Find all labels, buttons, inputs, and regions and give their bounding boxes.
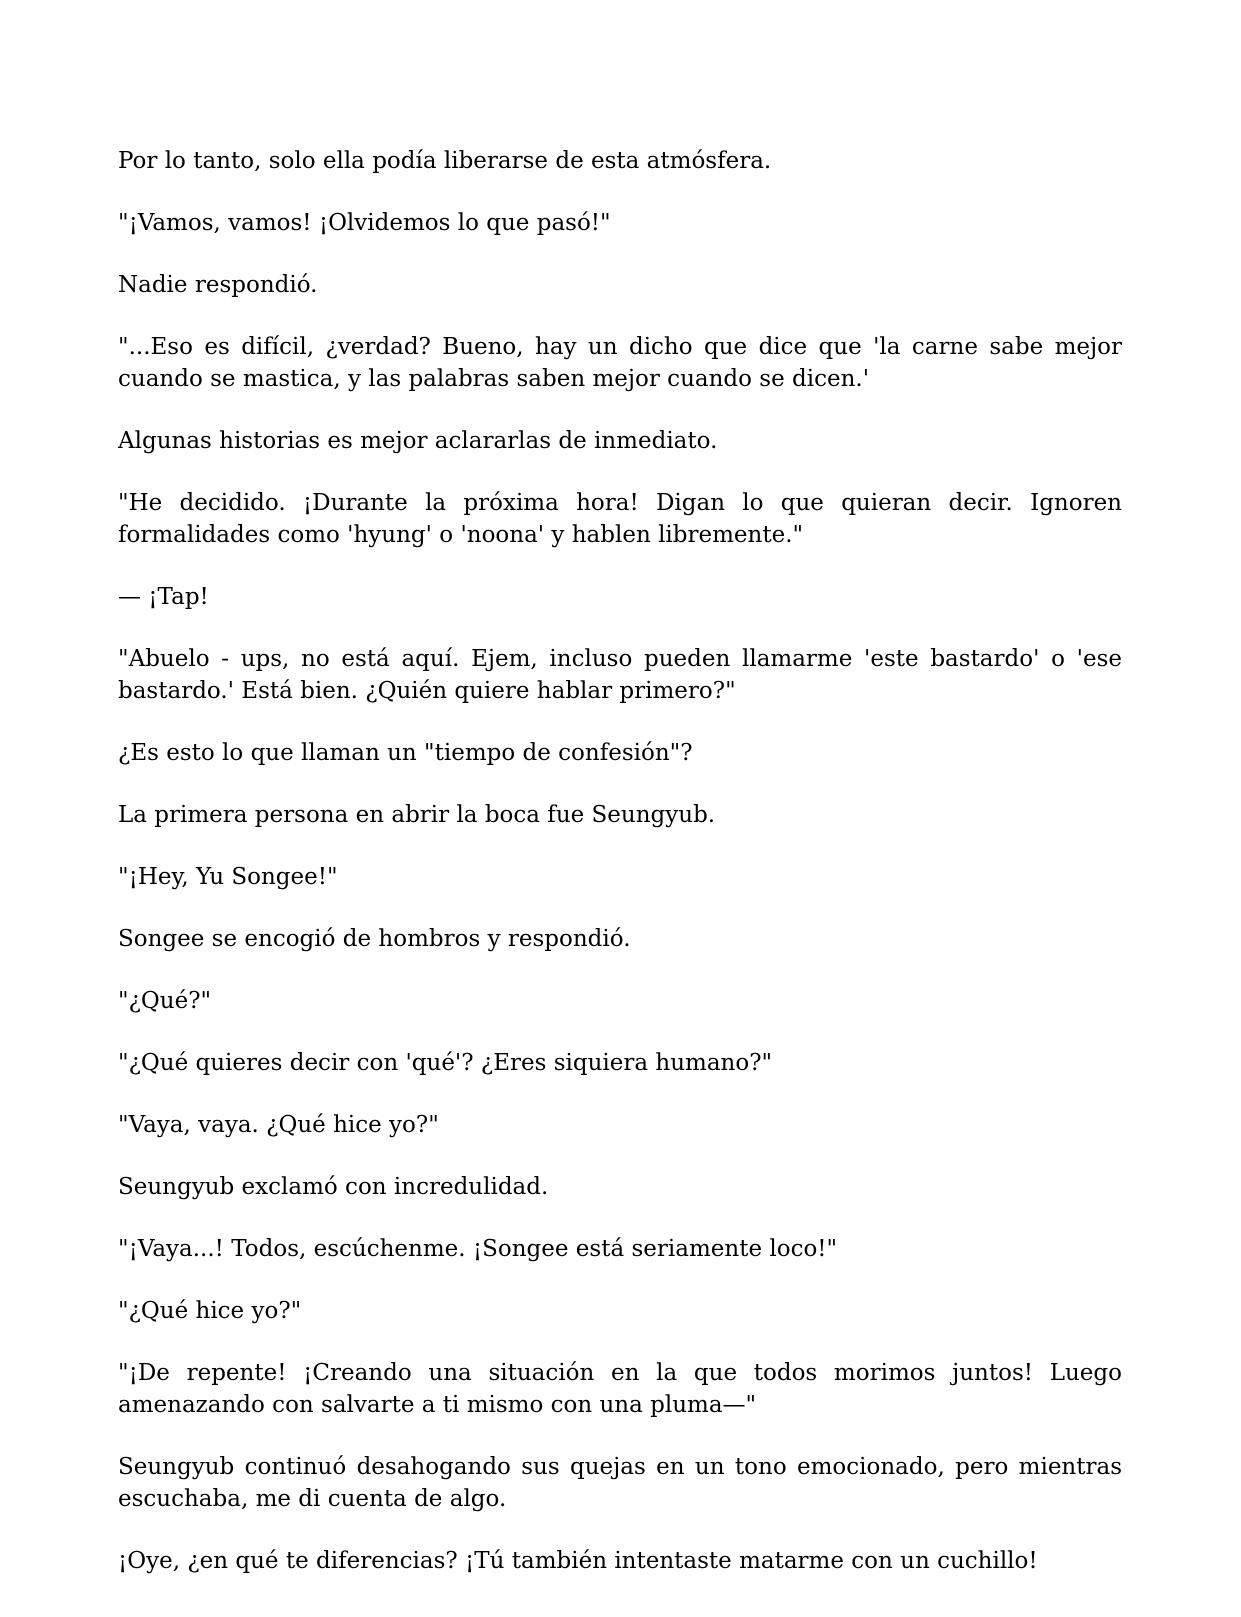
paragraph: Seungyub continuó desahogando sus quejas en un tono emocionado, pero mientras escuchaba, me di cuenta de algo. (118, 1454, 1122, 1512)
paragraph: "¿Qué quieres decir con 'qué'? ¿Eres siquiera humano?" (118, 1050, 773, 1076)
paragraph: Seungyub exclamó con incredulidad. (118, 1174, 549, 1200)
paragraph: ¿Es esto lo que llaman un "tiempo de confesión"? (118, 740, 693, 766)
paragraph: Songee se encogió de hombros y respondió. (118, 926, 631, 952)
paragraph: Por lo tanto, solo ella podía liberarse de esta atmósfera. (118, 148, 772, 174)
paragraph: — ¡Tap! (118, 584, 209, 610)
paragraph: "¡Vaya...! Todos, escúchenme. ¡Songee está seriamente loco!" (118, 1236, 838, 1262)
paragraph: Nadie respondió. (118, 272, 318, 298)
paragraph: "¡Hey, Yu Songee!" (118, 864, 338, 890)
paragraph: "He decidido. ¡Durante la próxima hora! Digan lo que quieran decir. Ignoren formalidades como 'hyung' o 'noona' y hablen libremente." (118, 490, 1122, 548)
document-page (118, 145, 1122, 1607)
paragraph: "Abuelo - ups, no está aquí. Ejem, incluso pueden llamarme 'este bastardo' o 'ese bastardo.' Está bien. ¿Quién quiere hablar primero?" (118, 646, 1122, 704)
paragraph: "Vaya, vaya. ¿Qué hice yo?" (118, 1112, 439, 1138)
paragraph: "¿Qué hice yo?" (118, 1298, 302, 1324)
paragraph: La primera persona en abrir la boca fue Seungyub. (118, 802, 716, 828)
paragraph: "¡De repente! ¡Creando una situación en la que todos morimos juntos! Luego amenazando con salvarte a ti mismo con una pluma—" (118, 1360, 1122, 1418)
paragraph: "¡Vamos, vamos! ¡Olvidemos lo que pasó!" (118, 210, 611, 236)
paragraph: Algunas historias es mejor aclararlas de inmediato. (118, 428, 718, 454)
paragraph: "¿Qué?" (118, 988, 212, 1014)
paragraph: ¡Oye, ¿en qué te diferencias? ¡Tú también intentaste matarme con un cuchillo! (118, 1548, 1038, 1574)
paragraph: "...Eso es difícil, ¿verdad? Bueno, hay un dicho que dice que 'la carne sabe mejor cuando se mastica, y las palabras saben mejor cuando se dicen.' (118, 334, 1122, 392)
